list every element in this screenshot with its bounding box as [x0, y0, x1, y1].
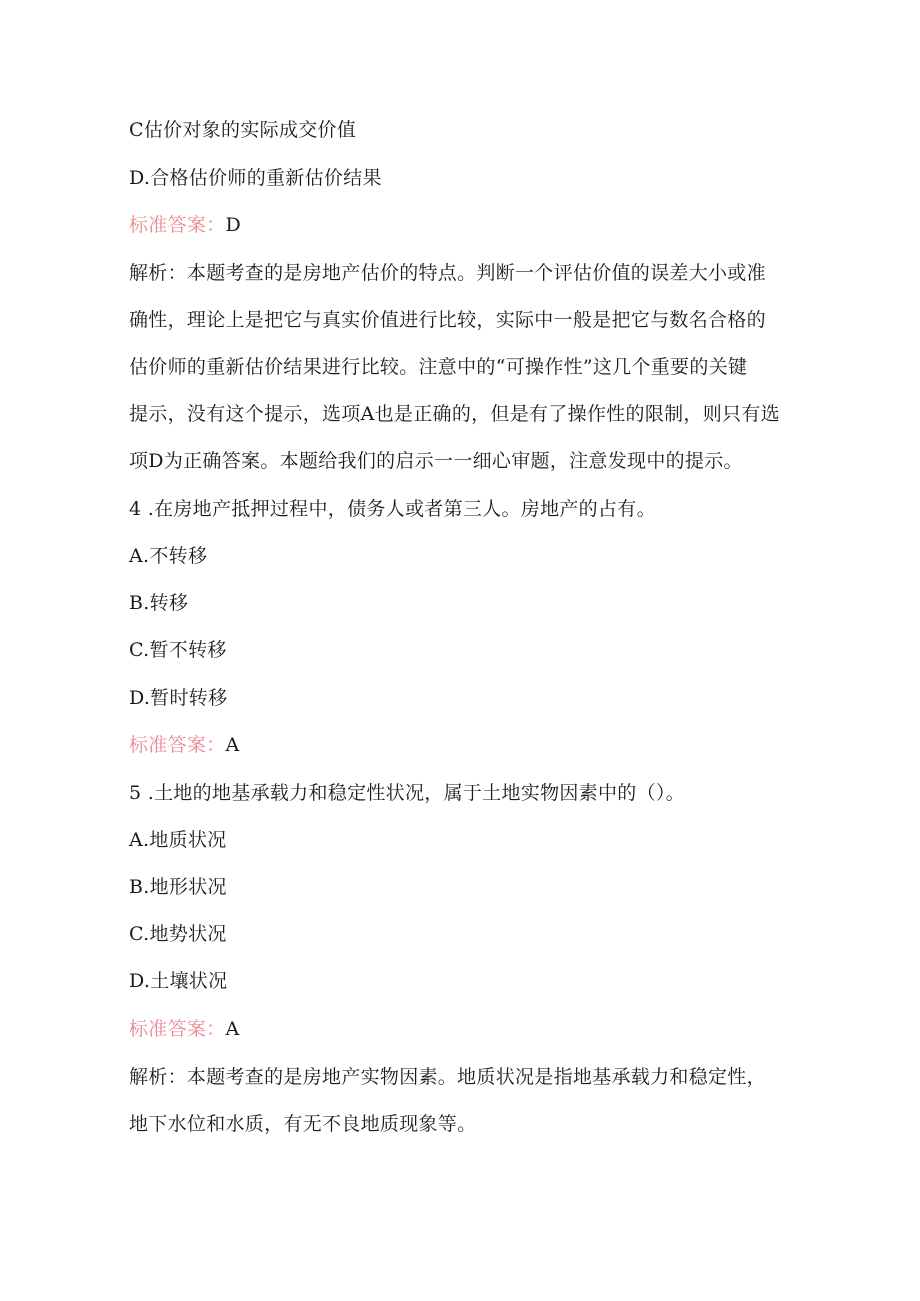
answer-value: A — [225, 1018, 240, 1040]
analysis-line: 地下水位和水质，有无不良地质现象等。 — [129, 1113, 477, 1135]
answer-label: 标准答案： — [129, 1018, 226, 1040]
analysis-line: 提示，没有这个提示，选项A也是正确的，但是有了操作性的限制，则只有选 — [129, 403, 780, 425]
option-b: B.地形状况 — [129, 876, 227, 898]
analysis-line: 估价师的重新估价结果进行比较。注意中的“可操作性”这几个重要的关键 — [129, 356, 748, 378]
answer-line — [129, 1017, 240, 1041]
option-d: D.合格估价师的重新估价结果 — [129, 167, 382, 189]
analysis-line: 项D为正确答案。本题给我们的启示一一细心审题，注意发现中的提示。 — [129, 450, 743, 472]
question-5: 5 .土地的地基承载力和稳定性状况，属于土地实物因素中的（）。 — [129, 782, 685, 804]
answer-label: 标准答案： — [129, 214, 226, 236]
option-c: C估价对象的实际成交价值 — [129, 119, 357, 141]
option-d: D.暂时转移 — [129, 687, 228, 709]
option-a: A.不转移 — [129, 545, 208, 567]
option-a: A.地质状况 — [129, 829, 227, 851]
analysis-line: 解析：本题考查的是房地产估价的特点。判断一个评估价值的误差大小或准 — [129, 262, 766, 284]
answer-line — [129, 733, 240, 757]
question-4: 4 .在房地产抵押过程中，债务人或者第三人。房地产的占有。 — [129, 498, 656, 520]
option-c: C.地势状况 — [129, 923, 227, 945]
option-d: D.土壤状况 — [129, 970, 228, 992]
answer-line — [129, 213, 241, 237]
option-c: C.暂不转移 — [129, 639, 227, 661]
analysis-line: 解析：本题考查的是房地产实物因素。地质状况是指地基承载力和稳定性， — [129, 1066, 766, 1088]
answer-value: A — [225, 734, 240, 756]
answer-label: 标准答案： — [129, 734, 226, 756]
answer-value: D — [225, 214, 242, 236]
analysis-line: 确性，理论上是把它与真实价值进行比较，实际中一般是把它与数名合格的 — [129, 309, 766, 331]
option-b: B.转移 — [129, 592, 189, 614]
